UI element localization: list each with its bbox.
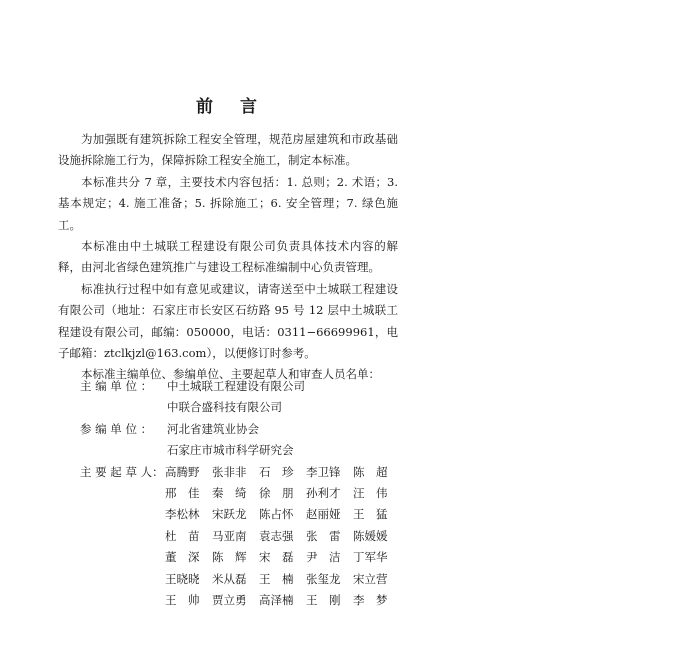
drafter-name: 张 雷 (306, 528, 341, 543)
drafter-name: 李卫锋 (306, 464, 341, 479)
drafters-label: 主 要 起 草 人： (80, 464, 164, 479)
drafter-name: 米从磊 (212, 571, 247, 586)
drafter-name-row (165, 526, 400, 547)
drafter-name: 陈占怀 (259, 507, 294, 522)
participating-units-row (80, 419, 400, 462)
drafter-name: 董 深 (165, 550, 200, 565)
title-char-1: 前 (196, 97, 213, 117)
drafter-name: 陈 辉 (212, 550, 247, 565)
chief-units-label: 主 编 单 位 ： (80, 379, 153, 393)
paragraph-list-intro: 本标准主编单位、参编单位、主要起草人和审查人员名单： (81, 367, 380, 382)
paragraph-contents: 本标准共分 7 章，主要技术内容包括：1. 总则；2. 术语；3.基本规定；4. 施工准备；5. 拆除施工；6. 安全管理；7. 绿色施工。 (58, 174, 398, 232)
drafter-name: 李 梦 (353, 593, 388, 608)
drafter-name: 李松林 (165, 507, 200, 522)
drafter-name: 张非非 (212, 464, 247, 479)
drafter-name-row (165, 462, 400, 483)
paragraph-feedback: 标准执行过程中如有意见或建议，请寄送至中土城联工程建设有限公司（地址：石家庄市长安区石纺路 95 号 12 层中土城联工程建设有限公司，邮编：050000，电话：0311−66699961，电子邮箱：ztclkjzl@163.com），以便修订时参考。 (58, 281, 398, 361)
drafter-name-row (165, 590, 400, 611)
drafter-name: 高泽楠 (259, 593, 294, 608)
participating-unit: 石家庄市城市科学研究会 (167, 443, 294, 458)
drafter-name: 宋立营 (353, 571, 388, 586)
drafter-name: 宋 磊 (259, 550, 294, 565)
drafter-name: 杜 苗 (165, 528, 200, 543)
drafter-name: 马亚南 (212, 528, 247, 543)
drafter-name: 陈媛媛 (353, 528, 388, 543)
drafter-name: 王 帅 (165, 593, 200, 608)
foreword-body (58, 129, 398, 386)
title-char-2: 言 (240, 97, 257, 117)
drafter-name: 陈 超 (353, 464, 388, 479)
chief-unit: 中联合盛科技有限公司 (167, 400, 282, 415)
drafter-name: 贾立勇 (212, 593, 247, 608)
drafter-name: 秦 绮 (212, 486, 247, 501)
drafter-name: 高腾野 (165, 464, 200, 479)
drafter-name: 宋跃龙 (212, 507, 247, 522)
drafter-name-row (165, 569, 400, 590)
drafter-name: 尹 洁 (306, 550, 341, 565)
drafter-name-row (165, 504, 400, 525)
drafter-name: 王 猛 (353, 507, 388, 522)
drafter-name: 丁军华 (353, 550, 388, 565)
participating-unit: 河北省建筑业协会 (167, 421, 259, 436)
drafter-name-row (165, 483, 400, 504)
participating-units-label: 参 编 单 位 ： (80, 421, 153, 436)
contributors-list (80, 376, 400, 611)
drafter-name: 徐 朋 (259, 486, 294, 501)
drafter-name: 王晓晓 (165, 571, 200, 586)
drafter-name: 袁志强 (259, 528, 294, 543)
drafter-name: 邢 佳 (165, 486, 200, 501)
paragraph-purpose: 为加强既有建筑拆除工程安全管理，规范房屋建筑和市政基础设施拆除施工行为，保障拆除工程安全施工，制定本标准。 (58, 132, 398, 168)
chief-units-row (80, 376, 400, 419)
drafter-name: 王 楠 (259, 571, 294, 586)
paragraph-responsibility: 本标准由中土城联工程建设有限公司负责具体技术内容的解释，由河北省绿色建筑推广与建设工程标准编制中心负责管理。 (58, 239, 398, 275)
drafters-names (165, 462, 400, 612)
drafter-name: 赵丽娅 (306, 507, 341, 522)
chief-unit: 中土城联工程建设有限公司 (167, 379, 305, 393)
drafter-name: 张玺龙 (306, 571, 341, 586)
drafter-name: 孙利才 (306, 486, 341, 501)
drafter-name: 汪 伟 (353, 486, 388, 501)
drafters-row (80, 462, 400, 612)
page-title (196, 92, 257, 117)
drafter-name: 王 刚 (306, 593, 341, 608)
drafter-name: 石 珍 (259, 464, 294, 479)
drafter-name-row (165, 547, 400, 568)
